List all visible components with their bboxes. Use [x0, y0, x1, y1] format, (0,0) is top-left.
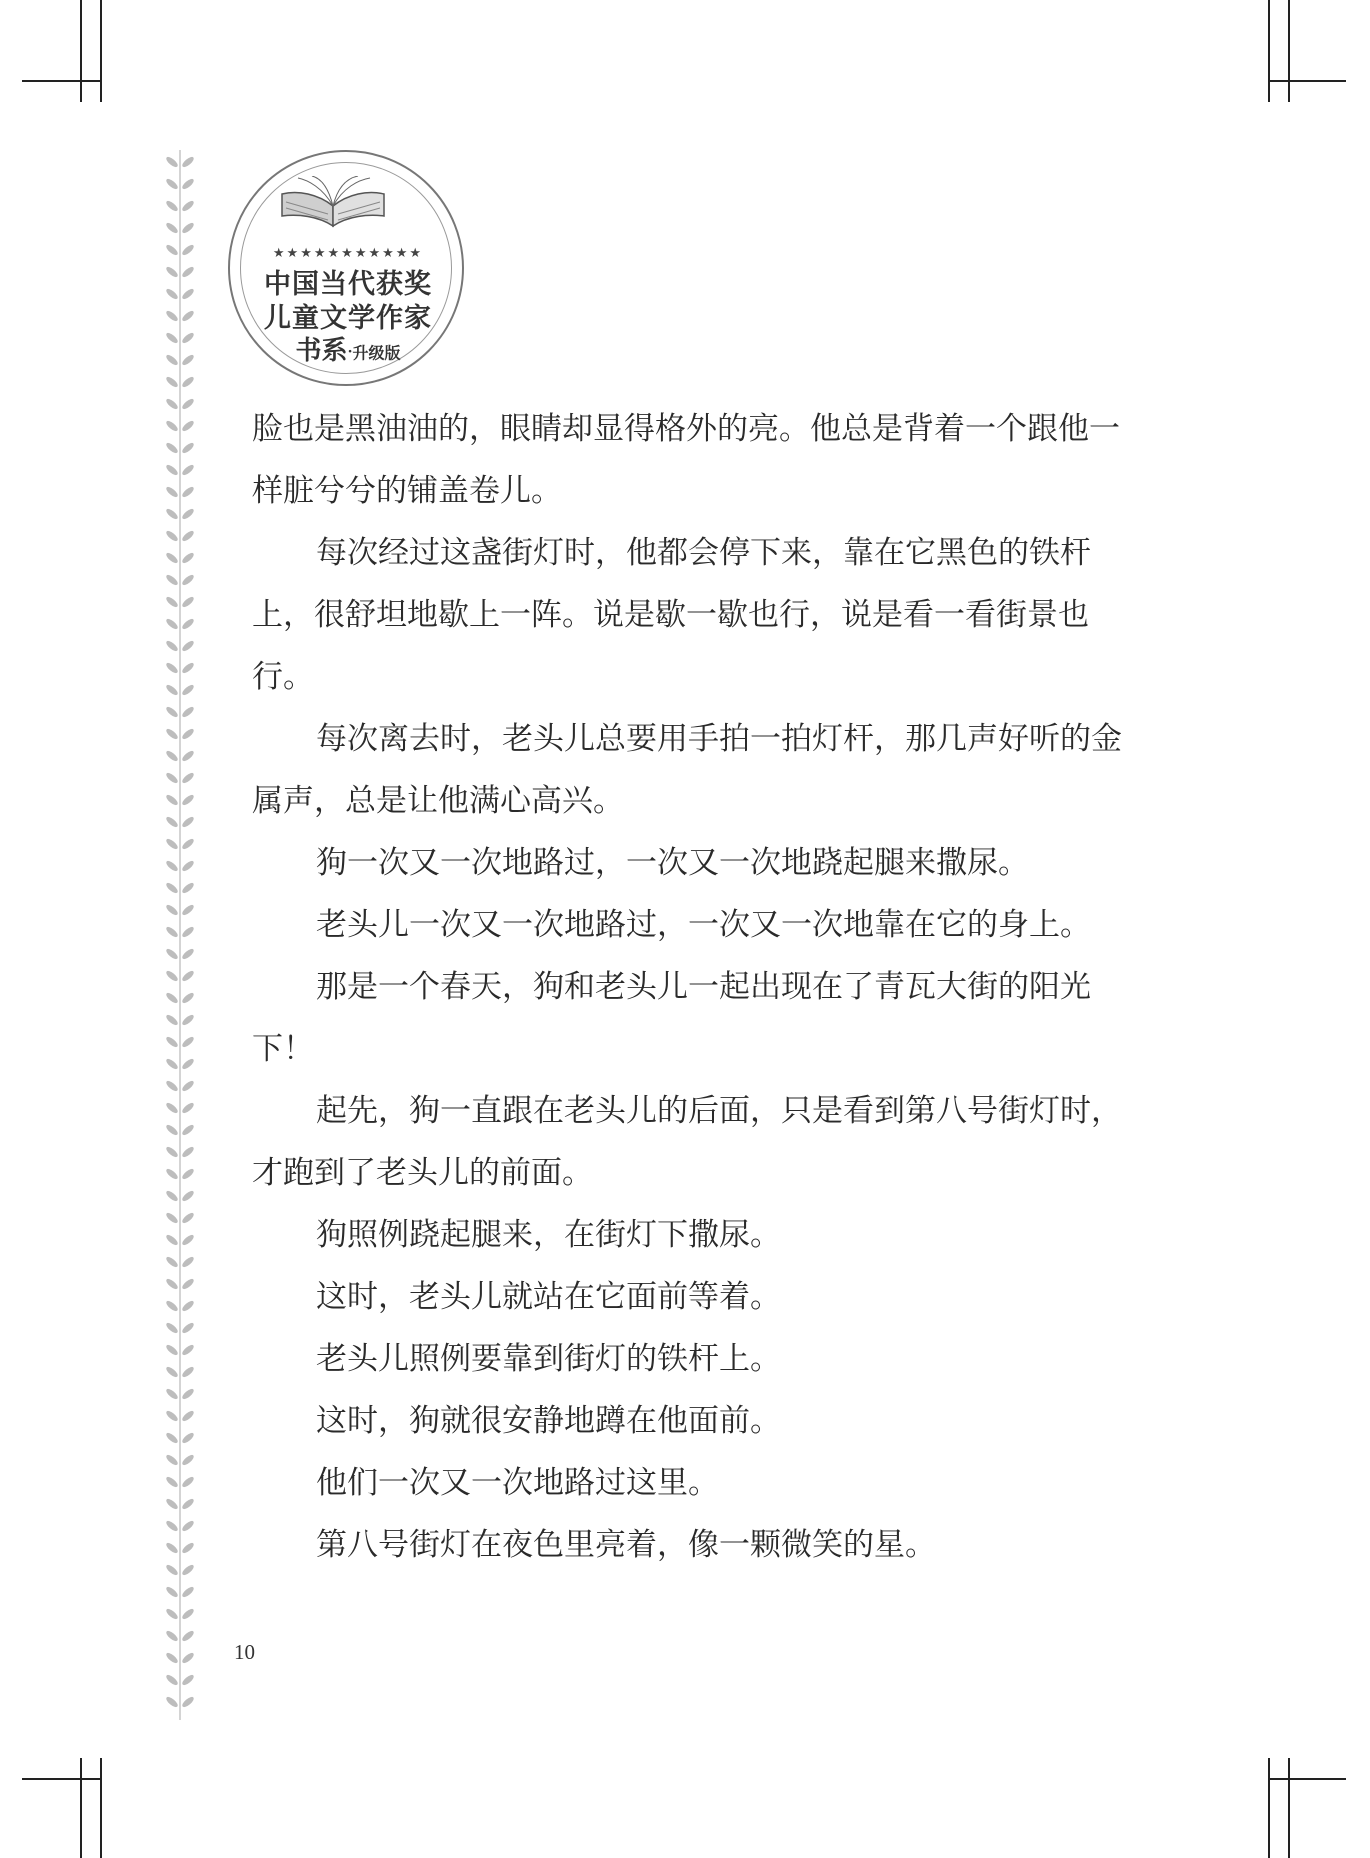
vine-leaf [181, 463, 196, 477]
vine-leaf [181, 507, 196, 521]
vine-leaf [165, 1695, 180, 1709]
vine-leaf [181, 331, 196, 345]
vine-leaf [181, 727, 196, 741]
vine-leaf [181, 1651, 196, 1665]
vine-leaf [181, 1189, 196, 1203]
vine-leaf [181, 177, 196, 191]
vine-leaf [181, 1255, 196, 1269]
vine-leaf [165, 1409, 180, 1423]
vine-leaf [165, 639, 180, 653]
vine-leaf [165, 1255, 180, 1269]
badge-stars: ★★★★★★★★★★★ [272, 246, 424, 261]
series-badge [228, 150, 464, 386]
vine-leaf [181, 947, 196, 961]
vine-leaf [181, 419, 196, 433]
vine-leaf [165, 1277, 180, 1291]
vine-leaf [165, 925, 180, 939]
vine-leaf [181, 485, 196, 499]
vine-leaf [165, 837, 180, 851]
vine-leaf [181, 1277, 196, 1291]
paragraph: 他们一次又一次地路过这里。 [316, 1465, 719, 1501]
vine-leaf [181, 309, 196, 323]
vine-leaf [181, 199, 196, 213]
vine-leaf [165, 265, 180, 279]
vine-leaf [181, 991, 196, 1005]
vine-leaf [165, 1519, 180, 1533]
vine-leaf [165, 485, 180, 499]
paragraph: 每次经过这盏街灯时，他都会停下来，靠在它黑色的铁杆上，很舒坦地歇上一阵。说是歇一歇也行，说是看一看街景也行。 [252, 535, 1091, 695]
vine-leaf [181, 1079, 196, 1093]
vine-leaf [165, 1585, 180, 1599]
vine-leaf [181, 1541, 196, 1555]
vine-leaf [165, 1189, 180, 1203]
vine-leaf [181, 969, 196, 983]
vine-leaf [165, 1563, 180, 1577]
vine-leaf [165, 1167, 180, 1181]
paragraph: 每次离去时，老头儿总要用手拍一拍灯杆，那几声好听的金属声，总是让他满心高兴。 [252, 721, 1122, 819]
vine-leaf [165, 903, 180, 917]
vine-leaf [165, 1321, 180, 1335]
vine-leaf [181, 1519, 196, 1533]
vine-leaf [181, 771, 196, 785]
vine-leaf [165, 617, 180, 631]
vine-leaf [181, 1167, 196, 1181]
vine-leaf [165, 1079, 180, 1093]
vine-leaf [165, 749, 180, 763]
vine-leaf [181, 1431, 196, 1445]
vine-leaf [165, 1211, 180, 1225]
badge-title-line3 [230, 330, 466, 367]
vine-leaf [181, 617, 196, 631]
vine-leaf [181, 859, 196, 873]
vine-leaf [181, 1321, 196, 1335]
badge-edition-label: 升级版 [352, 343, 401, 363]
vine-leaf [181, 1057, 196, 1071]
vine-leaf [181, 749, 196, 763]
vine-leaf [181, 265, 196, 279]
vine-leaf [165, 1497, 180, 1511]
vine-leaf [181, 529, 196, 543]
vine-leaf [181, 1013, 196, 1027]
vine-leaf [181, 1563, 196, 1577]
vine-leaf [165, 419, 180, 433]
vine-leaf [181, 1101, 196, 1115]
vine-leaf [181, 1497, 196, 1511]
badge-title-line2: 儿童文学作家 [264, 303, 432, 334]
vine-leaf [181, 1629, 196, 1643]
vine-leaf [181, 1145, 196, 1159]
paragraph: 老头儿一次又一次地路过，一次又一次地靠在它的身上。 [316, 907, 1091, 943]
vine-leaf [181, 221, 196, 235]
vine-leaf [165, 881, 180, 895]
paragraph: 第八号街灯在夜色里亮着，像一颗微笑的星。 [316, 1527, 936, 1563]
vine-leaf [165, 177, 180, 191]
badge-dot: · [347, 344, 353, 360]
vine-leaf [165, 1607, 180, 1621]
vine-leaf [165, 397, 180, 411]
vine-leaf [165, 1299, 180, 1313]
vine-leaf [181, 1607, 196, 1621]
vine-leaf [181, 1365, 196, 1379]
vine-leaf [165, 529, 180, 543]
vine-leaf [165, 815, 180, 829]
vine-leaf [181, 551, 196, 565]
vine-leaf [165, 793, 180, 807]
vine-leaf [181, 793, 196, 807]
vine-leaf [165, 287, 180, 301]
page-number: 10 [234, 1640, 255, 1664]
vine-leaf [181, 1475, 196, 1489]
vine-leaf [165, 991, 180, 1005]
paragraph: 脸也是黑油油的，眼睛却显得格外的亮。他总是背着一个跟他一样脏兮兮的铺盖卷儿。 [252, 411, 1120, 509]
vine-leaf [165, 331, 180, 345]
vine-leaf [181, 397, 196, 411]
vine-leaf [165, 1629, 180, 1643]
vine-leaf [181, 155, 196, 169]
vine-leaf [181, 903, 196, 917]
vine-leaf [165, 1233, 180, 1247]
vine-leaf [181, 595, 196, 609]
vine-leaf [181, 1233, 196, 1247]
vine-leaf [165, 1431, 180, 1445]
vine-leaf [181, 1299, 196, 1313]
paragraph: 狗一次又一次地路过，一次又一次地跷起腿来撒尿。 [316, 845, 1029, 881]
leaf-vine-icon [160, 150, 200, 1720]
vine-leaf [181, 573, 196, 587]
vine-leaf [181, 661, 196, 675]
vine-leaf [181, 1409, 196, 1423]
vine-leaf [165, 155, 180, 169]
body-text [252, 398, 1122, 1576]
vine-leaf [165, 441, 180, 455]
paragraph: 那是一个春天，狗和老头儿一起出现在了青瓦大街的阳光下！ [252, 969, 1091, 1067]
vine-leaf [165, 947, 180, 961]
vine-leaf [165, 243, 180, 257]
vine-leaf [181, 1343, 196, 1357]
vine-leaf [181, 815, 196, 829]
vine-leaf [181, 925, 196, 939]
vine-leaf [181, 705, 196, 719]
vine-leaf [181, 353, 196, 367]
vine-leaf [165, 1013, 180, 1027]
vine-leaf [165, 969, 180, 983]
vine-leaf [165, 1651, 180, 1665]
vine-leaf [181, 441, 196, 455]
vine-leaf [165, 463, 180, 477]
open-book-icon [278, 176, 388, 234]
vine-leaf [181, 1387, 196, 1401]
paragraph: 老头儿照例要靠到街灯的铁杆上。 [316, 1341, 781, 1377]
badge-series-label: 书系 [295, 336, 348, 366]
vine-leaf [165, 507, 180, 521]
vine-leaf [165, 859, 180, 873]
vine-leaf [181, 287, 196, 301]
vine-leaf [181, 837, 196, 851]
vine-leaf [181, 1453, 196, 1467]
vine-leaf [181, 683, 196, 697]
vine-leaf [165, 771, 180, 785]
vine-leaf [165, 551, 180, 565]
vine-leaf [165, 1035, 180, 1049]
vine-leaf [181, 1585, 196, 1599]
vine-leaf [165, 1343, 180, 1357]
vine-leaf [165, 1541, 180, 1555]
vine-leaf [181, 1695, 196, 1709]
vine-leaf [181, 1673, 196, 1687]
vine-leaf [165, 199, 180, 213]
vine-leaf [165, 727, 180, 741]
paragraph: 狗照例跷起腿来，在街灯下撒尿。 [316, 1217, 781, 1253]
vine-leaf [165, 1145, 180, 1159]
vine-leaf [165, 1365, 180, 1379]
vine-leaf [165, 353, 180, 367]
vine-leaf [165, 705, 180, 719]
vine-leaf [181, 375, 196, 389]
vine-leaf [181, 1211, 196, 1225]
vine-leaf [181, 639, 196, 653]
badge-title-line1: 中国当代获奖 [264, 269, 432, 300]
vine-leaf [165, 595, 180, 609]
vine-leaf [165, 1387, 180, 1401]
paragraph: 这时，狗就很安静地蹲在他面前。 [316, 1403, 781, 1439]
vine-leaf [165, 1057, 180, 1071]
vine-leaf [181, 1123, 196, 1137]
vine-leaf [165, 1123, 180, 1137]
vine-leaf [165, 375, 180, 389]
vine-leaf [165, 1453, 180, 1467]
vine-leaf [165, 1475, 180, 1489]
vine-leaf [181, 1035, 196, 1049]
vine-leaf [165, 221, 180, 235]
vine-leaf [165, 1673, 180, 1687]
paragraph: 这时，老头儿就站在它面前等着。 [316, 1279, 781, 1315]
vine-leaf [165, 683, 180, 697]
vine-leaf [165, 1101, 180, 1115]
vine-leaf [181, 881, 196, 895]
vine-leaf [165, 309, 180, 323]
vine-leaf [165, 661, 180, 675]
paragraph: 起先，狗一直跟在老头儿的后面，只是看到第八号街灯时，才跑到了老头儿的前面。 [252, 1093, 1122, 1191]
vine-leaf [165, 573, 180, 587]
vine-leaf [181, 243, 196, 257]
